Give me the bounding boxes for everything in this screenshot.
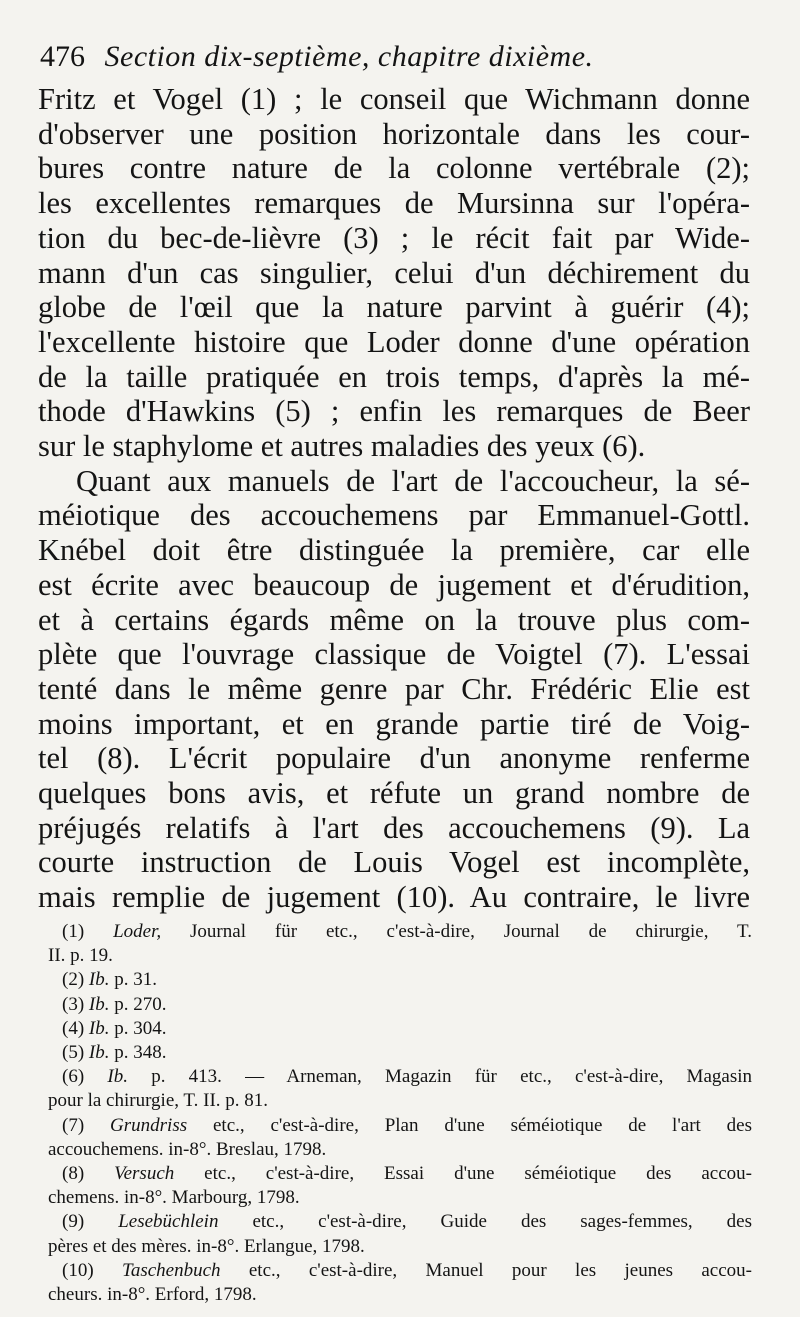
text-line: thode d'Hawkins (5) ; enfin les remarques de Beer (38, 394, 750, 429)
text-line: préjugés relatifs à l'art des accouchemens (9). La (38, 810, 750, 845)
text-line: Quant aux manuels de l'art de l'accoucheur, la sé- (76, 463, 750, 498)
footnote-line: (10) Taschenbuch etc., c'est-à-dire, Manuel pour les jeunes accou- (62, 1259, 753, 1281)
text-line: méiotique des accouchemens par Emmanuel-Gottl. (38, 498, 750, 533)
footnote-line: (3) Ib. p. 270. (62, 993, 167, 1015)
text-line: tel (8). L'écrit populaire d'un anonyme renferme (38, 741, 750, 776)
text-line: mann d'un cas singulier, celui d'un déchirement du (38, 255, 750, 290)
footnote-line: pour la chirurgie, T. II. p. 81. (48, 1090, 269, 1112)
text-line: tion du bec-de-lièvre (3) ; le récit fait par Wide- (38, 220, 750, 255)
text-line: les excellentes remarques de Mursinna sur l'opéra- (38, 186, 750, 221)
main-text (38, 82, 750, 915)
text-line: courte instruction de Louis Vogel est incomplète, (38, 845, 750, 880)
text-line: tenté dans le même genre par Chr. Frédéric Elie est (38, 671, 750, 706)
footnote-line: II. p. 19. (48, 945, 113, 967)
text-line: Knébel doit être distinguée la première, car elle (38, 533, 750, 568)
text-line: moins important, et en grande partie tiré de Voig- (38, 706, 750, 741)
footnote-line: (1) Loder, Journal für etc., c'est-à-dire, Journal de chirurgie, T. (62, 921, 752, 942)
text-line: de la taille pratiquée en trois temps, d'après la mé- (38, 359, 750, 394)
footnote-line: (2) Ib. p. 31. (62, 969, 157, 991)
footnote-line: (4) Ib. p. 304. (62, 1017, 167, 1039)
footnote-line: (7) Grundriss etc., c'est-à-dire, Plan d'une séméiotique de l'art des (62, 1114, 752, 1136)
text-line: d'observer une position horizontale dans les cour- (38, 116, 750, 151)
text-line: l'excellente histoire que Loder donne d'une opération (38, 324, 750, 359)
footnote-line: pères et des mères. in-8°. Erlangue, 1798. (48, 1235, 365, 1257)
text-line: globe de l'œil que la nature parvint à guérir (4); (38, 290, 750, 325)
text-line: sur le staphylome et autres maladies des yeux (6). (38, 429, 646, 464)
footnote-line: (6) Ib. p. 413. — Arneman, Magazin für etc., c'est-à-dire, Magasin (62, 1066, 752, 1088)
footnote-line: chemens. in-8°. Marbourg, 1798. (48, 1187, 300, 1209)
text-line: est écrite avec beaucoup de jugement et d'érudition, (38, 567, 750, 602)
footnote-line: accouchemens. in-8°. Breslau, 1798. (48, 1138, 327, 1160)
text-line: bures contre nature de la colonne vertébrale (2); (38, 151, 750, 186)
footnote-line: cheurs. in-8°. Erford, 1798. (48, 1284, 257, 1306)
text-line: mais remplie de jugement (10). Au contraire, le livre (38, 880, 750, 915)
page-number: 476 (40, 40, 85, 73)
running-title: Section dix-septième, chapitre dixième. (104, 40, 594, 73)
text-line: et à certains égards même on la trouve plus com- (38, 602, 750, 637)
footnote-line: (9) Lesebüchlein etc., c'est-à-dire, Guide des sages-femmes, des (62, 1211, 753, 1233)
footnote-line: (8) Versuch etc., c'est-à-dire, Essai d'une séméiotique des accou- (62, 1163, 752, 1185)
footnote-line: (5) Ib. p. 348. (62, 1042, 167, 1064)
text-line: quelques bons avis, et réfute un grand nombre de (38, 776, 750, 811)
running-header (40, 40, 760, 80)
text-line: plète que l'ouvrage classique de Voigtel (7). L'essai (38, 637, 750, 672)
footnotes (48, 920, 752, 1307)
text-line: Fritz et Vogel (1) ; le conseil que Wichmann donne (38, 82, 750, 116)
